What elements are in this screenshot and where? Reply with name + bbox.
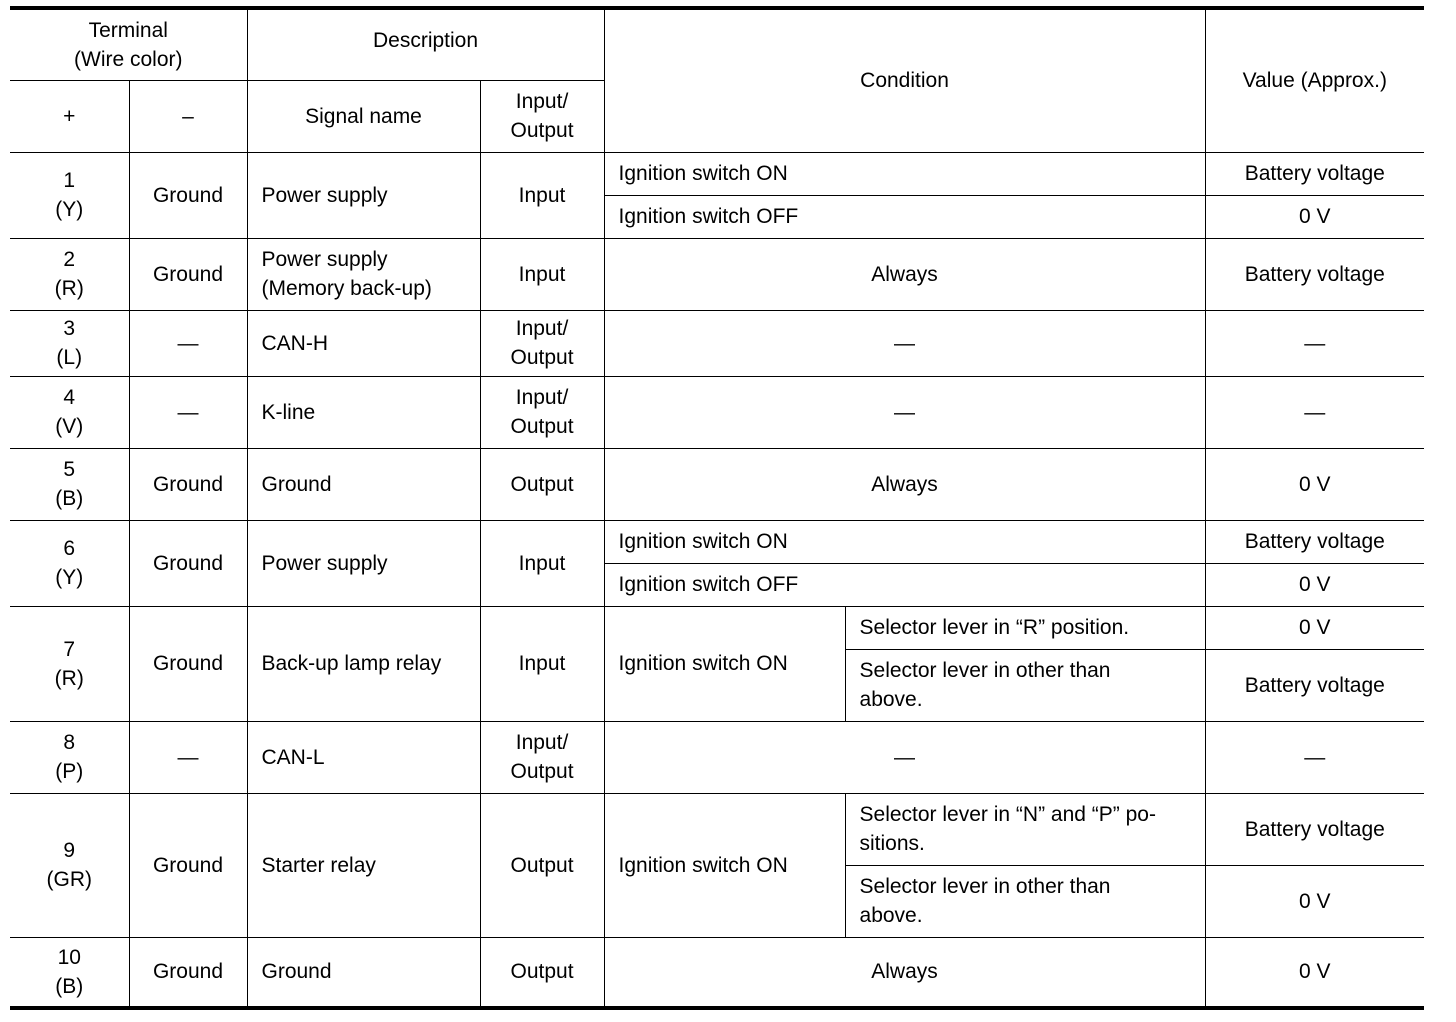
condition-cell: —: [604, 376, 1205, 448]
terminal-cell: [10, 152, 129, 238]
value-cell: 0 V: [1205, 606, 1424, 649]
io-cell: [480, 310, 604, 376]
table-row: [10, 448, 1424, 520]
table-row: [10, 793, 1424, 865]
condition-cell: Ignition switch ON: [604, 793, 845, 937]
wire-color: (Y): [55, 566, 84, 589]
sub-condition-line1: Selector lever in other than: [859, 659, 1111, 682]
wire-color: (GR): [46, 868, 92, 891]
condition-cell: Always: [604, 937, 1205, 1008]
header-input-output: [480, 80, 604, 152]
io-cell: Output: [480, 448, 604, 520]
io-cell: Input: [480, 238, 604, 310]
condition-cell: Always: [604, 448, 1205, 520]
header-row-1: [10, 8, 1424, 80]
signal-name-line1: Power supply: [261, 248, 388, 271]
terminal-number: 5: [63, 458, 76, 481]
condition-cell: Ignition switch ON: [604, 152, 1205, 195]
terminal-number: 8: [63, 731, 76, 754]
condition-cell: Ignition switch OFF: [604, 563, 1205, 606]
table-row: [10, 721, 1424, 793]
terminal-number: 6: [63, 537, 76, 560]
io-cell: Output: [480, 937, 604, 1008]
header-wire-color-label: (Wire color): [74, 47, 183, 71]
sub-condition-cell: [845, 649, 1205, 721]
sub-condition-line1: Selector lever in other than: [859, 875, 1111, 898]
negative-cell: Ground: [129, 448, 247, 520]
header-minus: –: [129, 80, 247, 152]
value-cell: 0 V: [1205, 563, 1424, 606]
value-cell: —: [1205, 310, 1424, 376]
value-cell: Battery voltage: [1205, 649, 1424, 721]
terminal-cell: [10, 520, 129, 606]
condition-cell: Ignition switch OFF: [604, 195, 1205, 238]
sub-condition-line1: Selector lever in “N” and “P” po-: [859, 803, 1156, 826]
table-row: [10, 520, 1424, 563]
io-line2: Output: [510, 760, 574, 783]
negative-cell: —: [129, 721, 247, 793]
io-line1: Input/: [515, 317, 569, 340]
table-row: [10, 238, 1424, 310]
signal-name-cell: Ground: [247, 448, 480, 520]
terminal-cell: [10, 448, 129, 520]
signal-name-cell: K-line: [247, 376, 480, 448]
negative-cell: Ground: [129, 238, 247, 310]
wire-color: (R): [54, 666, 84, 690]
wire-color: (L): [56, 346, 83, 369]
header-io-line2: Output: [510, 119, 574, 142]
terminal-cell: [10, 793, 129, 937]
sub-condition-line2: above.: [859, 688, 923, 711]
table-row: [10, 937, 1424, 1008]
value-cell: 0 V: [1205, 195, 1424, 238]
sub-condition-cell: Selector lever in “R” position.: [845, 606, 1205, 649]
terminal-cell: [10, 238, 129, 310]
header-signal-name: Signal name: [247, 80, 480, 152]
sub-condition-line2: sitions.: [859, 832, 925, 855]
sub-condition-cell: [845, 865, 1205, 937]
io-cell: Input: [480, 520, 604, 606]
io-cell: Input: [480, 152, 604, 238]
wire-color: (B): [55, 487, 84, 510]
value-cell: Battery voltage: [1205, 793, 1424, 865]
wire-color: (V): [55, 415, 84, 438]
condition-cell: Always: [604, 238, 1205, 310]
io-line2: Output: [510, 346, 574, 369]
value-cell: 0 V: [1205, 865, 1424, 937]
header-description: Description: [247, 8, 604, 80]
io-cell: Output: [480, 793, 604, 937]
wire-color: (P): [55, 760, 84, 783]
condition-cell: Ignition switch ON: [604, 520, 1205, 563]
table-row: [10, 606, 1424, 649]
io-cell: Input: [480, 606, 604, 721]
wire-color: (Y): [55, 198, 84, 221]
sub-condition-line2: above.: [859, 904, 923, 927]
header-terminal: [10, 8, 247, 80]
signal-name-cell: [247, 238, 480, 310]
signal-name-cell: Starter relay: [247, 793, 480, 937]
signal-name-cell: Back-up lamp relay: [247, 606, 480, 721]
value-cell: 0 V: [1205, 937, 1424, 1008]
condition-cell: Ignition switch ON: [604, 606, 845, 721]
value-cell: Battery voltage: [1205, 520, 1424, 563]
negative-cell: Ground: [129, 520, 247, 606]
signal-name-cell: Power supply: [247, 520, 480, 606]
header-io-line1: Input/: [515, 90, 569, 113]
terminal-number: 3: [63, 317, 76, 340]
terminal-cell: [10, 606, 129, 721]
terminal-cell: [10, 376, 129, 448]
signal-name-line2: (Memory back-up): [261, 277, 432, 300]
negative-cell: Ground: [129, 606, 247, 721]
wire-color: (R): [54, 277, 84, 300]
signal-name-cell: CAN-L: [247, 721, 480, 793]
header-value: Value (Approx.): [1205, 8, 1424, 152]
negative-cell: —: [129, 310, 247, 376]
table-row: [10, 152, 1424, 195]
terminal-number: 4: [63, 386, 76, 409]
signal-name-cell: CAN-H: [247, 310, 480, 376]
terminal-number: 7: [63, 637, 76, 661]
header-terminal-label: Terminal: [88, 18, 168, 42]
value-cell: —: [1205, 376, 1424, 448]
condition-cell: —: [604, 721, 1205, 793]
signal-name-cell: Ground: [247, 937, 480, 1008]
value-cell: Battery voltage: [1205, 152, 1424, 195]
header-plus: +: [10, 80, 129, 152]
negative-cell: Ground: [129, 152, 247, 238]
negative-cell: Ground: [129, 937, 247, 1008]
io-line2: Output: [510, 415, 574, 438]
header-condition: Condition: [604, 8, 1205, 152]
io-line1: Input/: [515, 386, 569, 409]
signal-name-cell: Power supply: [247, 152, 480, 238]
table-row: [10, 376, 1424, 448]
io-cell: [480, 721, 604, 793]
value-cell: Battery voltage: [1205, 238, 1424, 310]
terminal-cell: [10, 937, 129, 1008]
negative-cell: —: [129, 376, 247, 448]
value-cell: —: [1205, 721, 1424, 793]
io-cell: [480, 376, 604, 448]
terminal-number: 9: [63, 839, 76, 862]
io-line1: Input/: [515, 731, 569, 754]
sub-condition-cell: [845, 793, 1205, 865]
negative-cell: Ground: [129, 793, 247, 937]
terminal-cell: [10, 721, 129, 793]
wire-color: (B): [55, 974, 84, 998]
terminal-number: 2: [63, 248, 76, 271]
terminal-spec-table: [10, 6, 1424, 1010]
terminal-number: 1: [63, 169, 76, 192]
table-row: [10, 310, 1424, 376]
condition-cell: —: [604, 310, 1205, 376]
terminal-cell: [10, 310, 129, 376]
value-cell: 0 V: [1205, 448, 1424, 520]
terminal-number: 10: [57, 945, 81, 969]
